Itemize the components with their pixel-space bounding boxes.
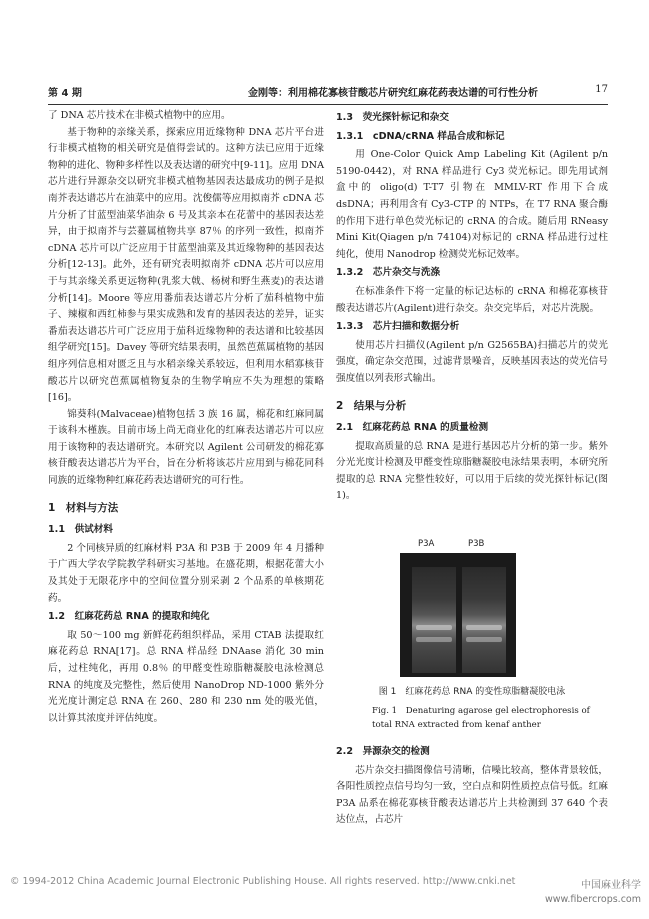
watermark-url: www.fibercrops.com — [544, 894, 641, 905]
gel-electrophoresis-image — [400, 553, 516, 677]
figure-caption-en: Fig. 1 Denaturing agarose gel electrophoresis of total RNA extracted from kenaf anther — [372, 706, 590, 730]
paragraph: 芯片杂交扫描图像信号清晰，信噪比较高，整体背景较低，各阳性质控点信号均匀一致，空白点和阴性质控点信号低。红麻 P3A 品系在棉花寡核苷酸表达谱芯片上共检测到 37 640 个表达位点，占芯片 — [336, 764, 608, 826]
lane-label-p3a: P3A — [418, 539, 435, 549]
right-column — [336, 108, 608, 505]
gel-lane-p3b — [462, 567, 506, 673]
paragraph: 用 One-Color Quick Amp Labeling Kit (Agilent p/n 5190-0442)，对 RNA 样品进行 Cy3 荧光标记。即先用试剂盒中的 oligo(d) T-T7 引物在 MMLV-RT 作用下合成 dsDNA；再利用含有 Cy3-CTP 的 NTPs，在 T7 RNA 聚合酶的作用下进行单色荧光标记的 cRNA 的合成。随后用 RNeasy Mini Kit(Qiagen p/n 74104)对标记的 cRNA 样品进行过柱纯化，使用 Nanodrop 检测荧光标记效率。 — [336, 149, 608, 260]
paragraph: 取 50～100 mg 新鲜花药组织样品，采用 CTAB 法提取红麻花药总 RNA[17]。总 RNA 样品经 DNAase 消化 30 min 后，过柱纯化，再用 0.8％ 的甲醛变性琼脂糖凝胶电泳检测总 RNA 的纯度及完整性，然后使用 NanoDrop ND-1000 紫外分光光度计测定总 RNA 在 260、280 和 230 nm 处的吸光值，以计算其浓度并评估纯度。 — [48, 629, 324, 724]
copyright-footer: © 1994-2012 China Academic Journal Electronic Publishing House. All rights reserved. http://www.cnki.net — [10, 876, 516, 887]
section-heading: 1 材料与方法 — [48, 501, 119, 514]
running-header — [48, 84, 608, 102]
section-heading: 2 结果与分析 — [336, 399, 407, 412]
article-running-title: 金刚等：利用棉花寡核苷酸芯片研究红麻花药表达谱的可行性分析 — [248, 88, 538, 99]
subsection-heading: 1.2 红麻花药总 RNA 的提取和纯化 — [48, 611, 210, 623]
subsection-heading: 2.1 红麻花药总 RNA 的质量检测 — [336, 422, 489, 434]
paragraph: 2 个同核异质的红麻材料 P3A 和 P3B 于 2009 年 4 月播种于广西大学农学院教学科研实习基地。在盛花期，根据花蕾大小及其处于无限花序中的空间位置分别采剥 2 个品系的单核期花药。 — [48, 542, 324, 604]
lane-label-p3b: P3B — [468, 539, 485, 549]
subsubsection-heading: 1.3.2 芯片杂交与洗涤 — [336, 267, 441, 279]
paragraph: 基于物种的亲缘关系，探索应用近缘物种 DNA 芯片平台进行非模式植物的相关研究是值得尝试的。这种方法已应用于近缘物种的进化、物种多样性以及表达谱的研究中[9-11]。应用 DNA 芯片进行异源杂交以研究非模式植物基因表达最成功的例子是拟南芥表达谱芯片在油菜中的应用。沈俊儒等应用拟南芥 cDNA 芯片分析了甘蓝型油菜华油杂 6 号及其亲本在花蕾中的基因表达差异，由于拟南芥与芸薹属植物共享 87％ 的序列一致性，拟南芥 cDNA 芯片可以广泛应用于甘蓝型油菜及其近缘物种的基因表达分析[12-13]。此外，还有研究表明拟南芥 cDNA 芯片可以应用于与其亲缘关系更远物种(乳浆大戟、杨树和野生燕麦)的表达谱分析[14]。Moore 等应用番茄表达谱芯片分析了茄科植物中茄子、辣椒和西红柿参与果实成熟和发育的基因表达的差异，证实番茄表达谱芯片可广泛应用于茄科近缘物种的表达谱和比较基因组学研究[15]。Davey 等研究结果表明，虽然芭蕉属植物的基因组序列信息相对匮乏且与水稻亲缘关系较远，但利用水稻寡核苷酸芯片以研究芭蕉属植物复杂的生物学响应不失为理想的策略[16]。 — [48, 126, 324, 404]
paragraph: 锦葵科(Malvaceae)植物包括 3 族 16 属，棉花和红麻同属于该科木槿族。目前市场上尚无商业化的红麻表达谱芯片可以应用于该物种的表达谱研究。本研究以 Agilent 公司研发的棉花寡核苷酸表达谱芯片为平台，旨在分析将该芯片应用到与棉花同科同族的近缘物种红麻花药表达谱研究的可行性。 — [48, 408, 324, 487]
page-number: 17 — [595, 84, 608, 95]
left-column — [48, 108, 324, 727]
subsubsection-heading: 1.3.3 芯片扫描和数据分析 — [336, 321, 460, 333]
rna-band-18s — [416, 637, 452, 642]
figure-caption-cn: 图 1 红麻花药总 RNA 的变性琼脂糖凝胶电泳 — [378, 687, 566, 697]
rna-band-28s — [466, 625, 502, 630]
paragraph: 使用芯片扫描仪(Agilent p/n G2565BA)扫描芯片的荧光强度，确定杂交范围，过滤背景噪音，反映基因表达的荧光信号强度值以列表形式输出。 — [336, 339, 608, 384]
paragraph: 了 DNA 芯片技术在非模式植物中的应用。 — [48, 110, 231, 121]
rna-band-18s — [466, 637, 502, 642]
gel-lane-p3a — [412, 567, 456, 673]
header-rule — [48, 104, 608, 105]
rna-band-28s — [416, 625, 452, 630]
subsection-heading: 2.2 异源杂交的检测 — [336, 746, 430, 757]
paragraph: 提取高质量的总 RNA 是进行基因芯片分析的第一步。紫外分光光度计检测及甲醛变性琼脂糖凝胶电泳结果表明，本研究所提取的总 RNA 完整性较好，可以用于后续的荧光探针标记(图 1)。 — [336, 440, 608, 502]
right-column-lower — [336, 742, 608, 829]
watermark-site-name: 中国麻业科学 — [581, 880, 641, 891]
subsection-heading: 1.3 荧光探针标记和杂交 — [336, 112, 449, 123]
paragraph: 在标准条件下将一定量的标记达标的 cRNA 和棉花寡核苷酸表达谱芯片(Agilent)进行杂交。杂交完毕后，对芯片洗脱。 — [336, 285, 608, 314]
subsection-heading: 1.1 供试材料 — [48, 524, 113, 536]
issue-number: 第 4 期 — [48, 88, 82, 99]
subsubsection-heading: 1.3.1 cDNA/cRNA 样品合成和标记 — [336, 130, 505, 142]
